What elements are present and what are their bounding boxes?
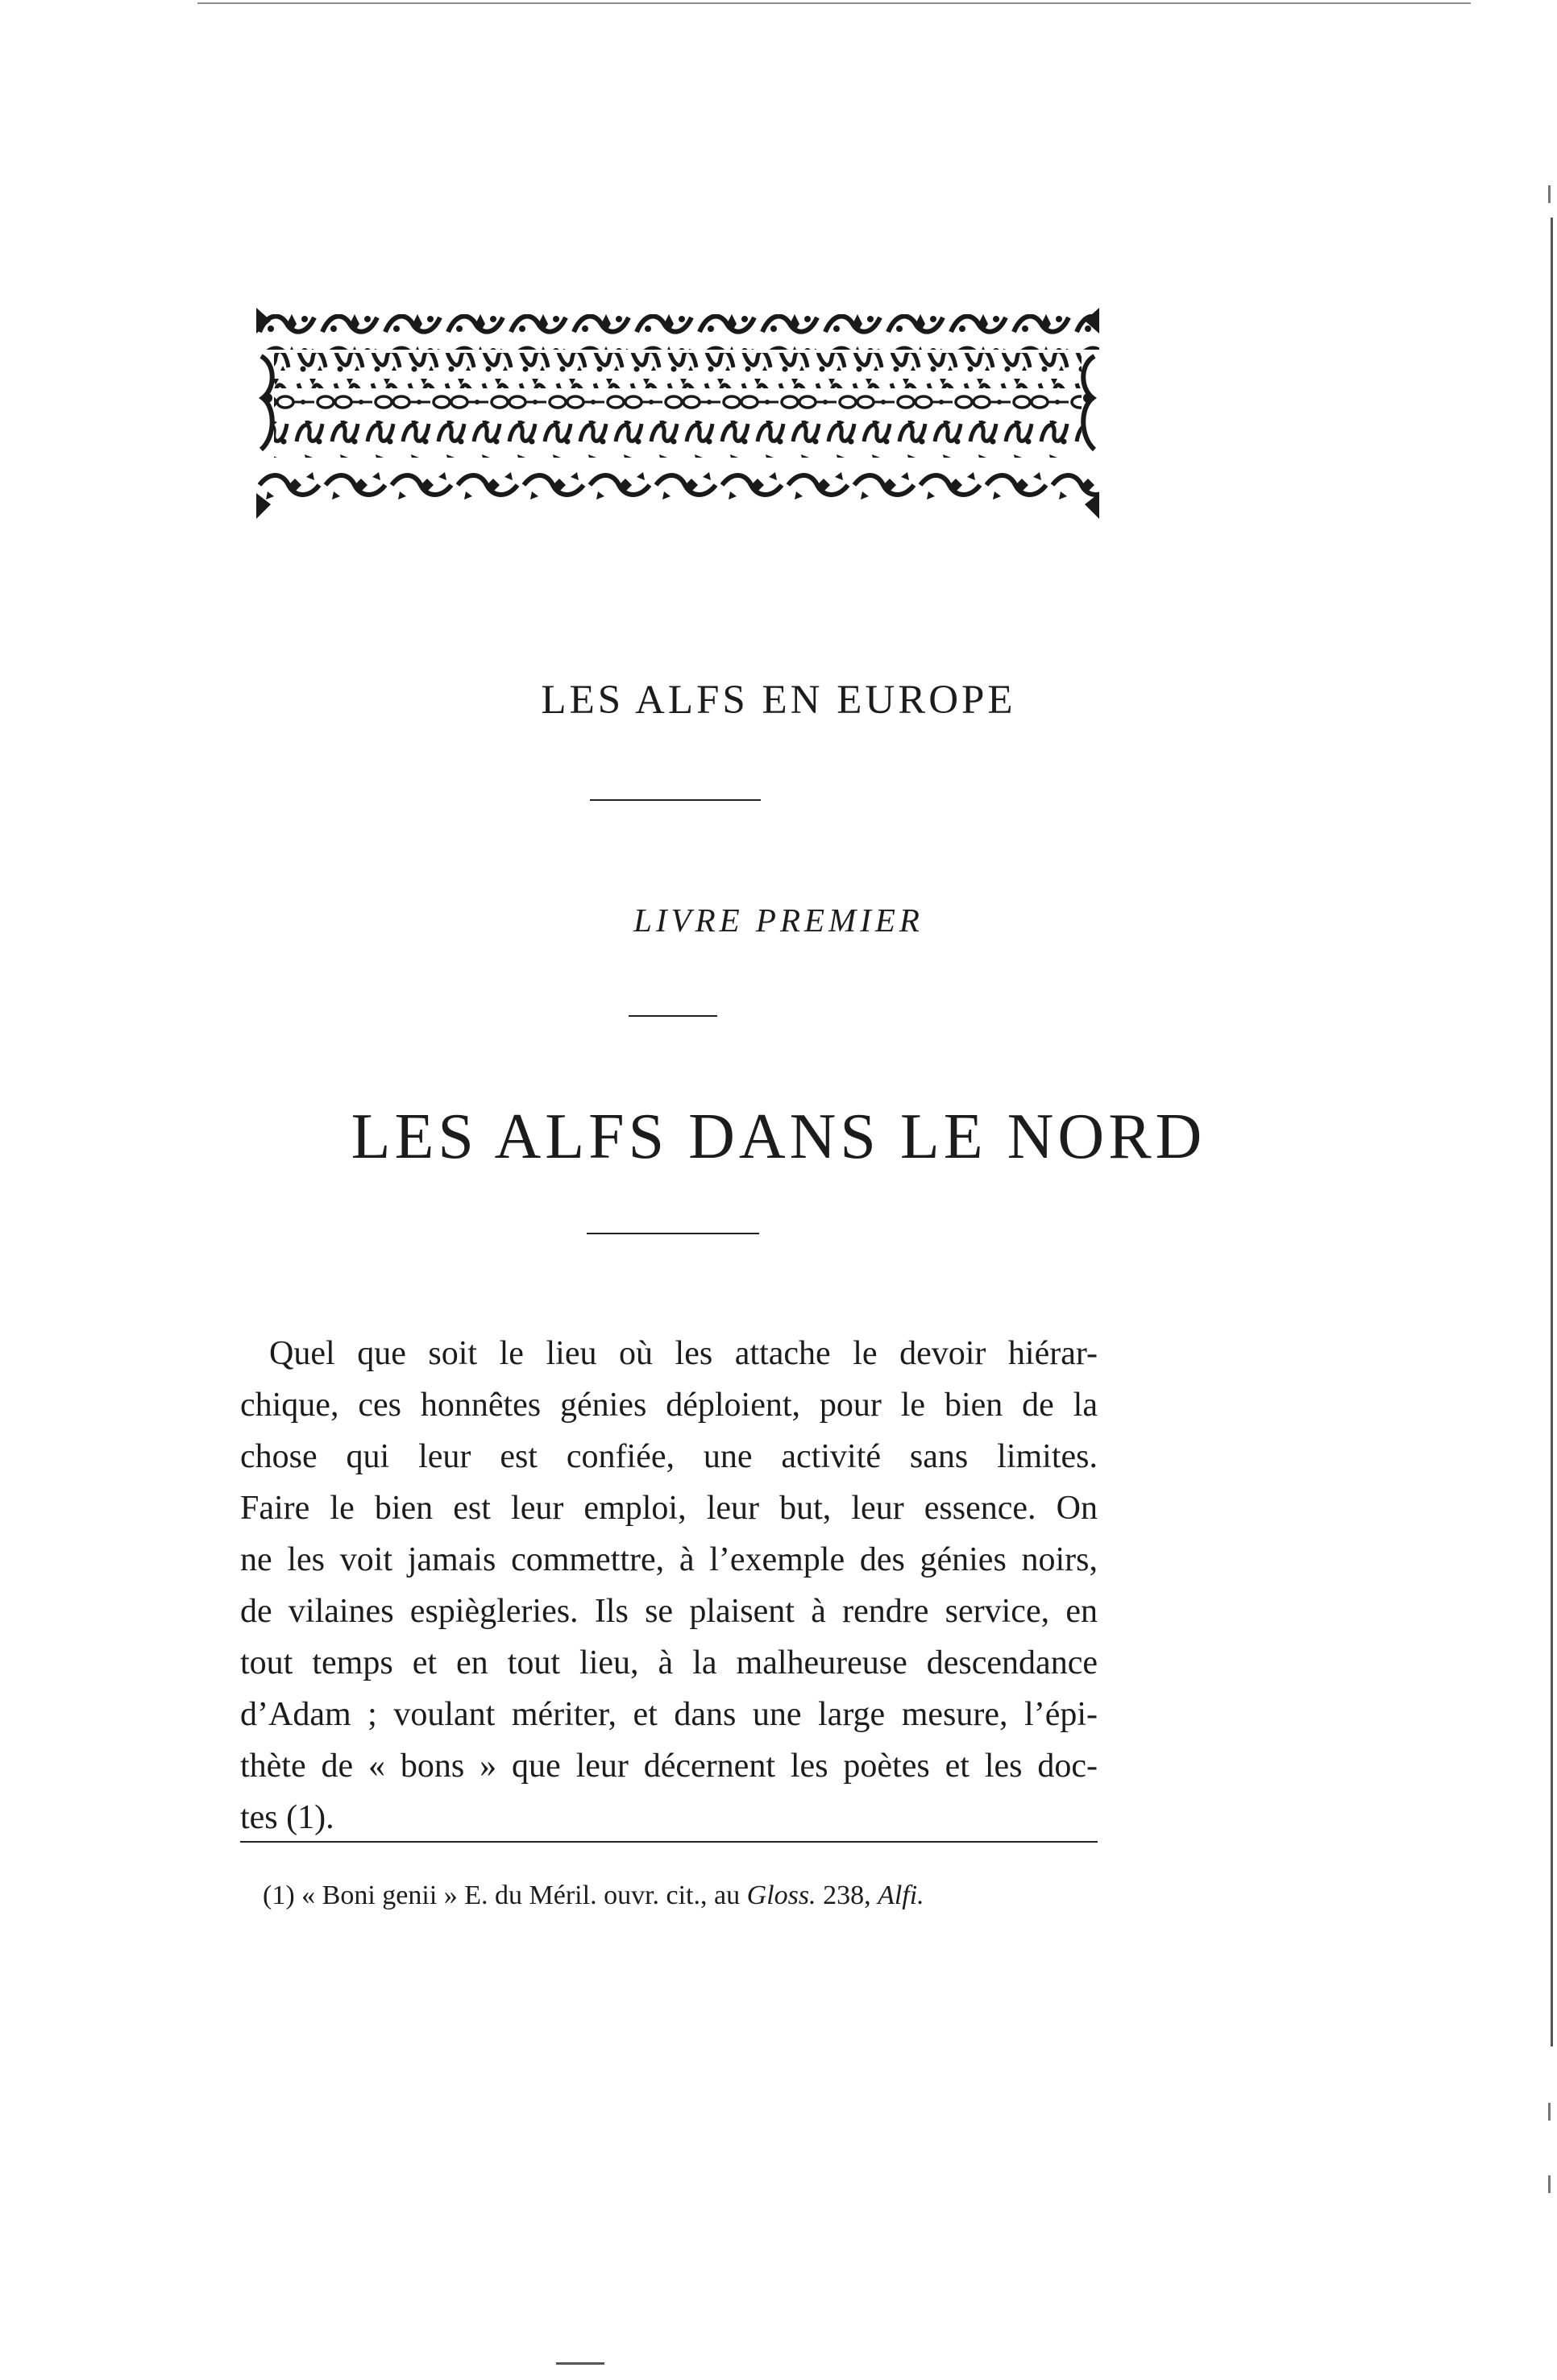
scan-edge-bottom — [556, 2362, 604, 2365]
scan-edge-mark — [1548, 2103, 1551, 2121]
footnote-divider — [240, 1841, 1098, 1843]
body-line: thète de « bons » que leur décernent les poètes et les doc- — [240, 1748, 1098, 1785]
chapter-divider — [587, 1233, 759, 1234]
book-divider — [629, 1015, 717, 1017]
title-divider — [590, 799, 761, 801]
footnote — [263, 1877, 1101, 1914]
body-line: chique, ces honnêtes génies déploient, pour le bien de la — [240, 1387, 1098, 1424]
body-line-last: tes (1). — [240, 1799, 334, 1836]
part-title: LES ALFS EN EUROPE — [541, 678, 1016, 723]
body-line: de vilaines espiègleries. Ils se plaisent à rendre service, en — [240, 1593, 1098, 1630]
footnote-gloss: Gloss. — [746, 1880, 816, 1910]
book-title: LIVRE PREMIER — [633, 902, 924, 939]
headpiece-frame — [256, 308, 1099, 519]
footnote-marker: (1) — [263, 1880, 295, 1910]
footnote-page: 238, — [823, 1880, 871, 1910]
body-line: Faire le bien est leur emploi, leur but, leur essence. On — [240, 1490, 1098, 1527]
body-line: tout temps et en tout lieu, à la malheureuse descendance — [240, 1644, 1098, 1681]
chapter-title: LES ALFS DANS LE NORD — [351, 1101, 1206, 1172]
body-line: ne les voit jamais commettre, à l’exemple des génies noirs, — [240, 1541, 1098, 1578]
scan-edge-mark — [1548, 2175, 1551, 2193]
scan-edge-top — [197, 2, 1471, 4]
body-line: chose qui leur est confiée, une activité sans limites. — [240, 1438, 1098, 1475]
footnote-text: « Boni genii » E. du Méril. ouvr. cit., au — [301, 1880, 741, 1910]
footnote-word: Alfi. — [878, 1880, 924, 1910]
body-line: d’Adam ; voulant mériter, et dans une large mesure, l’épi- — [240, 1696, 1098, 1733]
decorative-headpiece — [256, 308, 1099, 519]
body-paragraph — [240, 1328, 1098, 1843]
scan-edge-mark — [1548, 185, 1551, 203]
body-line: Quel que soit le lieu où les attache le devoir hiérar- — [269, 1335, 1098, 1372]
